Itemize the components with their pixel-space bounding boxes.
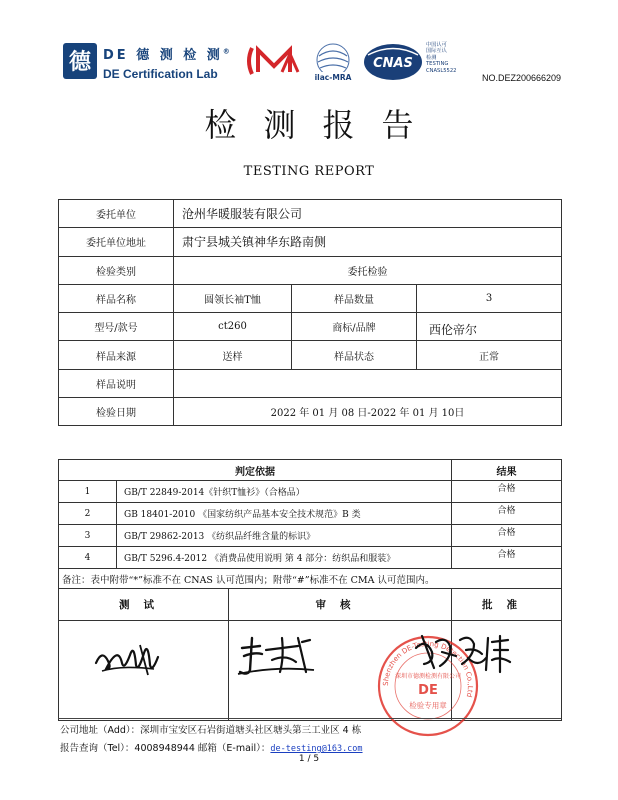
page-subtitle: TESTING REPORT (243, 164, 375, 179)
table-row (59, 228, 562, 256)
status-label: 样品状态 (292, 341, 417, 369)
description-value (174, 369, 562, 397)
row-number: 2 (59, 503, 117, 525)
sample-name-label: 样品名称 (59, 284, 174, 312)
standard-cell: GB/T 22849-2014《针织T恤衫》（合格品） (117, 481, 452, 503)
brand-cn: DE 德 测 检 测® (103, 47, 230, 63)
client-value: 沧州华暖服装有限公司 (174, 200, 562, 228)
table-row (59, 256, 562, 284)
judgement-table (58, 459, 562, 721)
source-label: 样品来源 (59, 341, 174, 369)
table-row (59, 369, 562, 397)
brand-en: DE Certification Lab (103, 67, 218, 81)
category-value: 委托检验 (174, 256, 562, 284)
table-row (59, 341, 562, 369)
svg-text:DE: DE (418, 683, 438, 698)
result-cell: 合格 (452, 481, 562, 503)
report-query: 报告查询（Tel）：4008948944 邮箱（E-mail）：de-testing@163.com (60, 743, 363, 754)
sample-name-value: 圆领长袖T恤 (174, 284, 292, 312)
description-label: 样品说明 (59, 369, 174, 397)
svg-text:ilac-MRA: ilac-MRA (314, 73, 352, 82)
sample-qty-label: 样品数量 (292, 284, 417, 312)
report-footer (60, 722, 363, 758)
table-row (59, 503, 562, 525)
reviewer-label: 审核 (229, 589, 452, 621)
date-label: 检验日期 (59, 398, 174, 426)
table-row (59, 525, 562, 547)
category-label: 检验类别 (59, 256, 174, 284)
table-row (59, 481, 562, 503)
approver-signature (412, 628, 512, 676)
date-value: 2022 年 01 月 08 日-2022 年 01 月 10日 (174, 398, 562, 426)
lab-brand (103, 44, 230, 81)
email-link[interactable]: de-testing@163.com (270, 744, 363, 754)
table-row (59, 284, 562, 312)
approver-label: 批准 (452, 589, 562, 621)
brand-label: 商标/品牌 (292, 313, 417, 341)
table-row (59, 313, 562, 341)
signature-header-row (59, 589, 562, 621)
svg-text:深圳市德测检测有限公司: 深圳市德测检测有限公司 (394, 673, 462, 680)
result-header: 结果 (452, 460, 562, 481)
table-row (59, 200, 562, 228)
status-value: 正常 (417, 341, 562, 369)
address-value: 肃宁县城关镇神华东路南侧 (174, 228, 562, 256)
sample-info-table (58, 199, 562, 426)
client-label: 委托单位 (59, 200, 174, 228)
company-address: 公司地址（Add）：深圳市宝安区石岩街道塘头社区塘头第三工业区 4 栋 (60, 725, 362, 736)
model-label: 型号/款号 (59, 313, 174, 341)
model-value: ct260 (174, 313, 292, 341)
cnas-caption: 中国认可 国际互认 检测 TESTING CNASL5522 (426, 42, 457, 74)
report-number: NO.DEZ200666209 (482, 73, 562, 83)
row-number: 3 (59, 525, 117, 547)
cma-logo-icon (244, 44, 304, 78)
basis-header: 判定依据 (59, 460, 452, 481)
table-header-row (59, 460, 562, 481)
brand-value: 西伦帝尔 (417, 313, 562, 341)
standard-cell: GB/T 5296.4-2012 《消费品使用说明 第 4 部分：纺织品和服装》 (117, 547, 452, 569)
reviewer-signature (236, 632, 316, 678)
source-value: 送样 (174, 341, 292, 369)
tester-label: 测试 (59, 589, 229, 621)
ilac-mra-logo-icon (310, 40, 356, 86)
result-cell: 合格 (452, 525, 562, 547)
row-number: 1 (59, 481, 117, 503)
standard-cell: GB/T 29862-2013 《纺织品纤维含量的标识》 (117, 525, 452, 547)
sample-qty-value: 3 (417, 284, 562, 312)
row-number: 4 (59, 547, 117, 569)
table-row (59, 547, 562, 569)
address-label: 委托单位地址 (59, 228, 174, 256)
table-row (59, 569, 562, 589)
tester-signature (92, 635, 164, 677)
page-number: 1 / 5 (298, 754, 320, 764)
report-header (0, 0, 618, 100)
page-title: 检测报告 (204, 106, 441, 144)
table-row (59, 398, 562, 426)
svg-text:CNAS: CNAS (373, 56, 413, 71)
svg-text:检验专用章: 检验专用章 (409, 701, 447, 710)
svg-text:德: 德 (68, 50, 92, 75)
remark-note: 备注：表中附带“*”标准不在 CNAS 认可范围内；附带“#”标准不在 CMA 认可范围内。 (59, 569, 562, 589)
footer-divider (58, 718, 561, 719)
de-logo-icon (62, 42, 98, 80)
result-cell: 合格 (452, 503, 562, 525)
cnas-logo-icon (362, 40, 424, 84)
result-cell: 合格 (452, 547, 562, 569)
svg-text:Shenzhen DE-Testing Detection: Shenzhen DE-Testing Detection Co.,Ltd (381, 639, 475, 698)
standard-cell: GB 18401-2010 《国家纺织产品基本安全技术规范》B 类 (117, 503, 452, 525)
